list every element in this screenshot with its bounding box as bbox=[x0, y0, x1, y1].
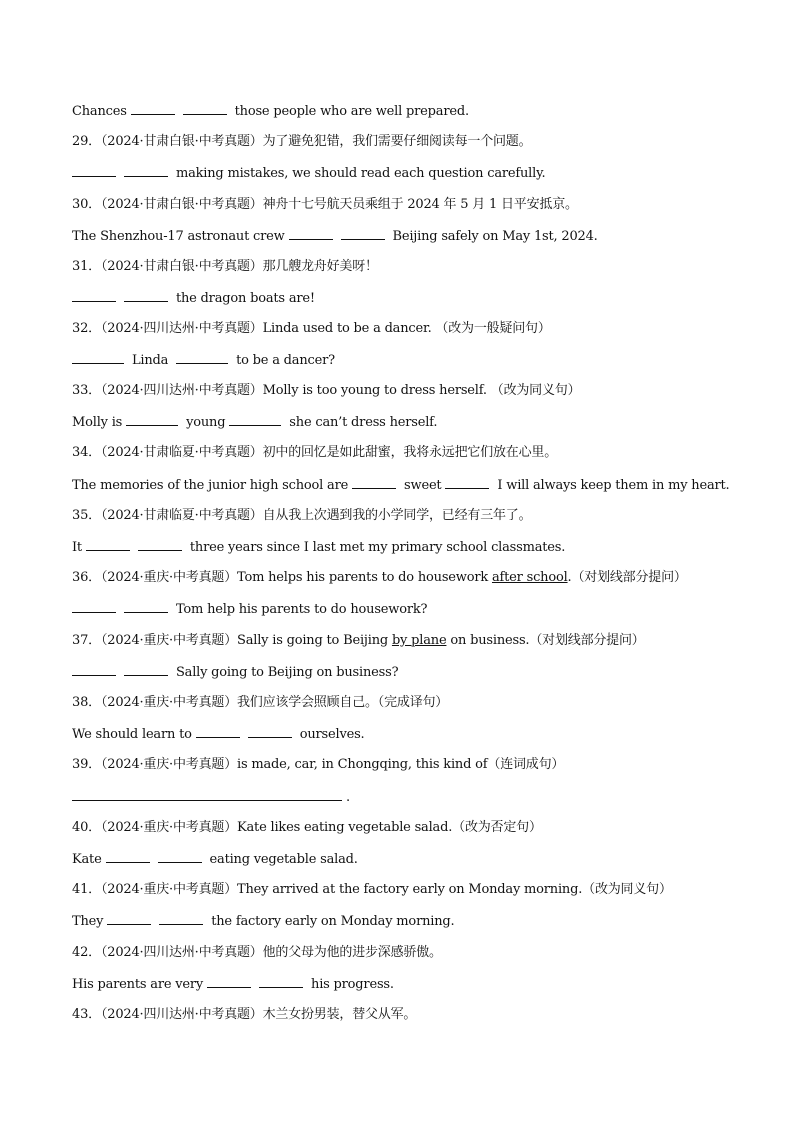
answer-blank[interactable] bbox=[248, 725, 292, 738]
question-30: 30．（2024·甘肃白银·中考真题）神舟十七号航天员乘组于 2024 年 5 月 1 日平安抵京。 bbox=[72, 197, 578, 212]
answer-blank[interactable] bbox=[86, 538, 130, 551]
question-42: 42．（2024·四川达州·中考真题）他的父母为他的进步深感骄傲。 bbox=[72, 945, 442, 960]
answer-blank[interactable] bbox=[445, 476, 489, 489]
exercise-line: the dragon boats are! bbox=[72, 289, 754, 308]
answer-blank[interactable] bbox=[158, 850, 202, 863]
answer-blank[interactable] bbox=[107, 912, 151, 925]
exercise-line: We should learn to ourselves. bbox=[72, 727, 365, 742]
exercise-line: Chances those people who are well prepared. bbox=[72, 104, 469, 119]
exercise-line: . bbox=[72, 788, 754, 807]
answer-blank[interactable] bbox=[196, 725, 240, 738]
answer-blank[interactable] bbox=[259, 975, 303, 988]
answer-blank[interactable] bbox=[289, 227, 333, 240]
answer-blank[interactable] bbox=[183, 102, 227, 115]
answer-blank[interactable] bbox=[352, 476, 396, 489]
question-33: 33．（2024·四川达州·中考真题）Molly is too young to dress herself. （改为同义句） bbox=[72, 383, 581, 398]
exercise-line: making mistakes, we should read each question carefully. bbox=[72, 164, 754, 183]
exercise-line: Linda to be a dancer? bbox=[72, 351, 754, 370]
answer-blank[interactable] bbox=[124, 663, 168, 676]
question-32: 32．（2024·四川达州·中考真题）Linda used to be a dancer. （改为一般疑问句） bbox=[72, 321, 551, 336]
answer-blank[interactable] bbox=[124, 289, 168, 302]
question-41: 41．（2024·重庆·中考真题）They arrived at the factory early on Monday morning.（改为同义句） bbox=[72, 882, 672, 897]
exercise-line: Molly is young she can’t dress herself. bbox=[72, 415, 438, 430]
answer-blank[interactable] bbox=[138, 538, 182, 551]
question-43: 43．（2024·四川达州·中考真题）木兰女扮男装，替父从军。 bbox=[72, 1007, 417, 1022]
question-31: 31．（2024·甘肃白银·中考真题）那几艘龙舟好美呀！ bbox=[72, 259, 378, 274]
answer-blank[interactable] bbox=[126, 413, 178, 426]
exercise-line: Tom help his parents to do housework? bbox=[72, 600, 754, 619]
exercise-line: They the factory early on Monday morning. bbox=[72, 914, 455, 929]
question-40: 40．（2024·重庆·中考真题）Kate likes eating vegetable salad.（改为否定句） bbox=[72, 820, 542, 835]
question-39: 39．（2024·重庆·中考真题）is made, car, in Chongqing, this kind of（连词成句） bbox=[72, 757, 565, 772]
exercise-line: The memories of the junior high school are sweet I will always keep them in my heart. bbox=[72, 478, 730, 493]
answer-blank[interactable] bbox=[72, 164, 116, 177]
answer-blank[interactable] bbox=[124, 164, 168, 177]
question-29: 29．（2024·甘肃白银·中考真题）为了避免犯错，我们需要仔细阅读每一个问题。 bbox=[72, 134, 532, 149]
answer-blank[interactable] bbox=[341, 227, 385, 240]
exercise-line: His parents are very his progress. bbox=[72, 977, 394, 992]
question-38: 38．（2024·重庆·中考真题）我们应该学会照顾自己。（完成译句） bbox=[72, 695, 449, 710]
answer-blank[interactable] bbox=[159, 912, 203, 925]
answer-blank[interactable] bbox=[72, 351, 124, 364]
answer-blank[interactable] bbox=[72, 663, 116, 676]
exercise-line: It three years since I last met my primary school classmates. bbox=[72, 540, 566, 555]
answer-blank[interactable] bbox=[176, 351, 228, 364]
exercise-line: Kate eating vegetable salad. bbox=[72, 852, 358, 867]
answer-blank[interactable] bbox=[207, 975, 251, 988]
question-37: 37．（2024·重庆·中考真题）Sally is going to Beijing by plane on business.（对划线部分提问） bbox=[72, 633, 645, 648]
answer-blank[interactable] bbox=[124, 600, 168, 613]
answer-blank[interactable] bbox=[72, 788, 342, 801]
exercise-line: Sally going to Beijing on business? bbox=[72, 663, 754, 682]
answer-blank[interactable] bbox=[131, 102, 175, 115]
answer-blank[interactable] bbox=[72, 289, 116, 302]
question-35: 35．（2024·甘肃临夏·中考真题）自从我上次遇到我的小学同学，已经有三年了。 bbox=[72, 508, 532, 523]
question-36: 36．（2024·重庆·中考真题）Tom helps his parents to do housework after school.（对划线部分提问） bbox=[72, 570, 687, 585]
underlined-phrase: by plane bbox=[391, 633, 447, 648]
exercise-line: The Shenzhou-17 astronaut crew Beijing safely on May 1st, 2024. bbox=[72, 229, 598, 244]
answer-blank[interactable] bbox=[106, 850, 150, 863]
underlined-phrase: after school bbox=[491, 570, 568, 585]
answer-blank[interactable] bbox=[229, 413, 281, 426]
answer-blank[interactable] bbox=[72, 600, 116, 613]
question-34: 34．（2024·甘肃临夏·中考真题）初中的回忆是如此甜蜜，我将永远把它们放在心里。 bbox=[72, 445, 557, 460]
